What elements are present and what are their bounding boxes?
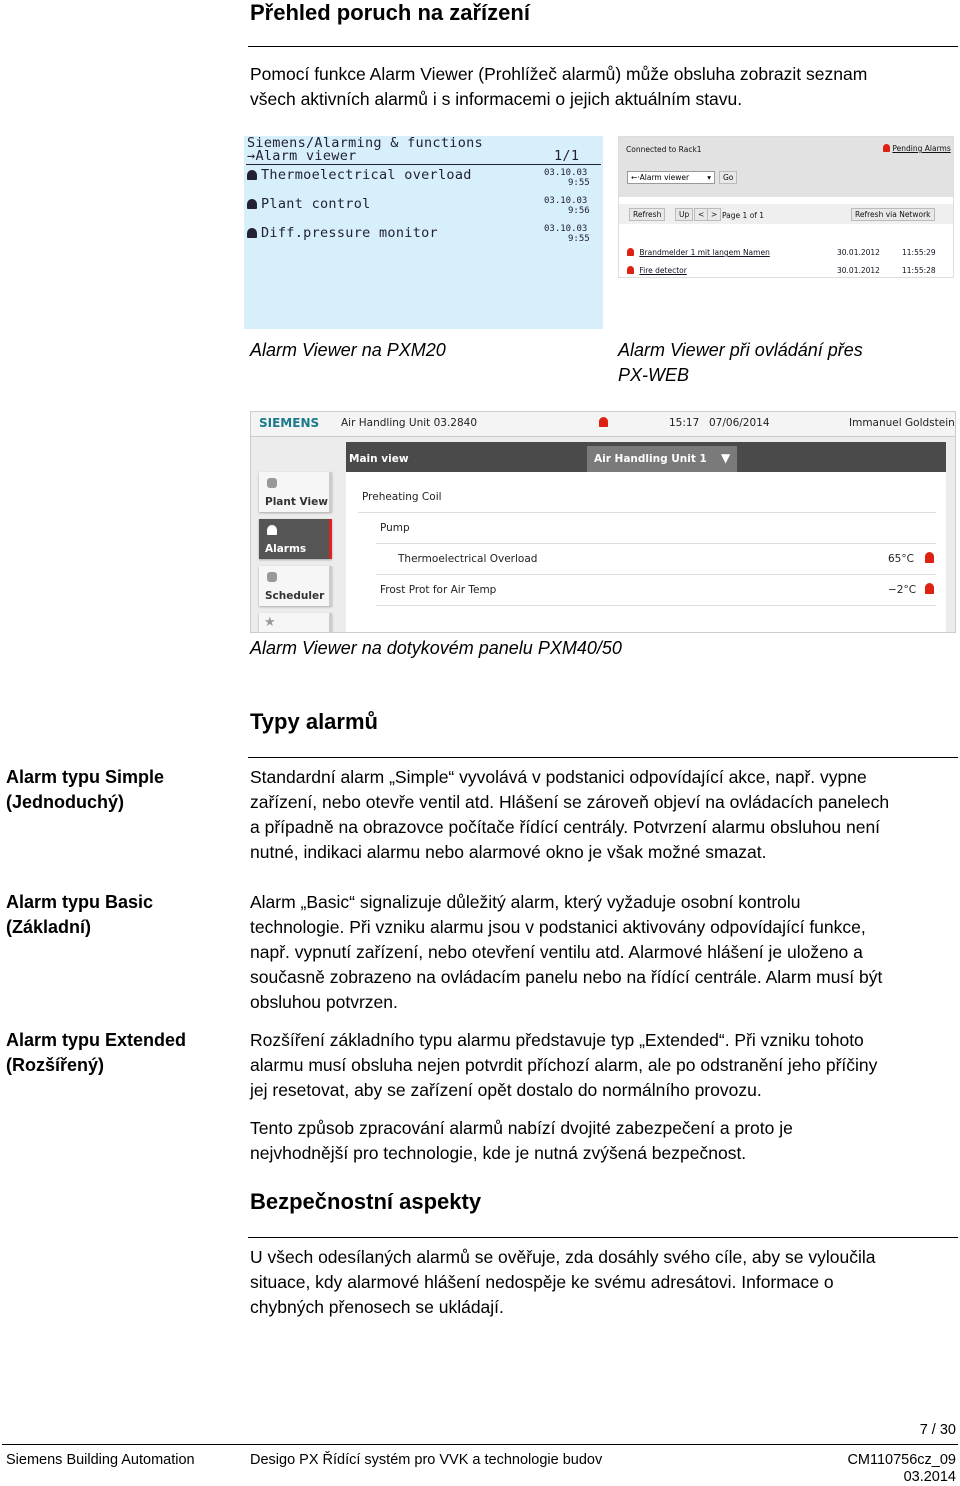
refresh-button[interactable]: Refresh xyxy=(629,208,665,221)
alarm-row[interactable]: Thermoelectrical overload xyxy=(247,167,472,183)
alarms-button[interactable]: Alarms xyxy=(259,519,332,559)
go-button[interactable]: Go xyxy=(719,171,737,184)
bell-icon xyxy=(883,144,890,152)
footer-company: Siemens Building Automation xyxy=(6,1452,195,1468)
alarm-type-label-simple: Alarm typu Simple (Jednoduchý) xyxy=(6,767,165,812)
page-indicator: 1/1 xyxy=(554,148,580,164)
chevron-down-icon: ▾ xyxy=(707,173,711,182)
viewer-line: →Alarm viewer xyxy=(247,148,357,164)
caption-pxm20: Alarm Viewer na PXM20 xyxy=(250,340,446,360)
next-page-button[interactable]: > xyxy=(707,208,721,221)
user-name[interactable]: Immanuel Goldstein xyxy=(849,417,955,429)
prev-page-button[interactable]: < xyxy=(694,208,708,221)
alarm-datetime: 03.10.03 9:55 xyxy=(544,224,590,244)
alarm-bell-icon[interactable] xyxy=(599,417,608,427)
pxweb-screen xyxy=(618,136,954,278)
security-paragraph: U všech odesílaných alarmů se ověřuje, zda dosáhly svého cíle, aby se vyloučila situace, kdy alarmové hlášení nedospěje ke svému adresátovi. Informace o chybných přenosech se ukládají. xyxy=(250,1247,876,1317)
section-title: Přehled poruch na zařízení xyxy=(250,0,530,25)
intro-paragraph: Pomocí funkce Alarm Viewer (Prohlížeč alarmů) může obsluha zobrazit seznam všech aktivních alarmů i s informacemi o jejich aktuálním stavu. xyxy=(250,64,868,109)
nav-bar xyxy=(346,442,946,472)
bell-icon xyxy=(627,266,634,274)
list-row-label[interactable]: Preheating Coil xyxy=(362,491,442,503)
list-row-value: 65°C xyxy=(888,553,914,565)
list-row-label[interactable]: Frost Prot for Air Temp xyxy=(380,584,497,596)
chevron-down-icon: ▼ xyxy=(721,451,731,465)
footer-divider xyxy=(2,1444,958,1445)
alarm-row[interactable]: Brandmelder 1 mit langem Namen 30.01.2012 11:55:29 xyxy=(627,246,949,259)
divider xyxy=(248,1237,958,1238)
plant-view-button[interactable]: Plant View xyxy=(259,472,332,512)
alarm-list xyxy=(346,472,946,633)
list-row-label[interactable]: Thermoelectrical Overload xyxy=(398,553,538,565)
bell-icon xyxy=(267,525,277,535)
alarm-bell-icon[interactable] xyxy=(925,552,934,563)
unit-name: Air Handling Unit 03.2840 xyxy=(341,417,478,429)
tab-unit-dropdown[interactable]: Air Handling Unit 1 ▼ xyxy=(587,446,737,472)
scheduler-button[interactable]: Scheduler xyxy=(259,566,332,606)
siemens-logo: SIEMENS xyxy=(259,416,320,430)
closing-paragraph: Tento způsob zpracování alarmů nabízí dvojité zabezpečení a proto je nejvhodnější pro technologie, kde je nutná zvýšená bezpečnost. xyxy=(250,1118,793,1163)
clock-time: 15:17 xyxy=(669,417,700,429)
footer-doc-title: Desigo PX Řídící systém pro VVK a technologie budov xyxy=(250,1452,603,1468)
alarm-bell-icon[interactable] xyxy=(925,583,934,594)
bell-icon xyxy=(247,199,257,209)
pxm20-screen xyxy=(244,136,603,329)
touch-panel-screen xyxy=(250,411,956,633)
section-title: Bezpečnostní aspekty xyxy=(250,1189,482,1214)
tab-main-view[interactable]: Main view xyxy=(349,453,409,465)
alarm-row[interactable]: Fire detector 30.01.2012 11:55:28 xyxy=(627,264,949,277)
caption-pxweb: Alarm Viewer při ovládání přes PX-WEB xyxy=(618,340,863,385)
refresh-network-button[interactable]: Refresh via Network xyxy=(851,208,935,221)
alarm-type-label-extended: Alarm typu Extended (Rozšířený) xyxy=(6,1030,187,1075)
alarm-datetime: 03.10.03 9:56 xyxy=(544,196,590,216)
clock-icon xyxy=(267,572,277,582)
list-row-value: −2°C xyxy=(888,584,917,596)
alarm-type-text-simple: Standardní alarm „Simple“ vyvolává v podstanici odpovídající akce, např. vypne zařízení, nebo otevře ventil atd. Hlášení se zároveň objeví na ovládacích panelech a případně na obrazovce počítače řídící centrály. Potvrzení alarmu obsluhou není nutné, indikaci alarmu nebo alarmové okno je však možné smazat. xyxy=(250,767,890,862)
plant-icon xyxy=(267,478,277,488)
bell-icon xyxy=(247,228,257,238)
footer-doc-code: CM110756cz_09 xyxy=(847,1452,956,1468)
list-row-label[interactable]: Pump xyxy=(380,522,410,534)
caption-touch: Alarm Viewer na dotykovém panelu PXM40/50 xyxy=(250,638,622,658)
path-line: Siemens/Alarming & functions xyxy=(247,136,483,151)
alarm-type-text-extended: Rozšíření základního typu alarmu představuje typ „Extended“. Při vzniku tohoto alarmu musí obsluha nejen potvrdit příchozí alarm, ale po odstranění jeho příčiny jej resetovat, aby se zařízení opět dostalo do normálního provozu. xyxy=(250,1030,878,1100)
star-icon: ★ xyxy=(264,615,276,630)
bell-icon xyxy=(247,170,257,180)
pending-alarms-link[interactable]: Pending Alarms xyxy=(883,144,951,153)
alarm-datetime: 03.10.03 9:55 xyxy=(544,168,590,188)
up-button[interactable]: Up xyxy=(675,208,693,221)
favorites-button[interactable] xyxy=(259,613,332,633)
alarm-row[interactable]: Diff.pressure monitor xyxy=(247,225,438,241)
connection-status: Connected to Rack1 xyxy=(626,145,702,154)
divider xyxy=(248,757,958,758)
section-title: Typy alarmů xyxy=(250,709,378,734)
view-dropdown[interactable]: ←·Alarm viewer ▾ xyxy=(627,171,715,184)
page-number: 7 / 30 xyxy=(919,1422,956,1438)
alarm-type-text-basic: Alarm „Basic“ signalizuje důležitý alarm, který vyžaduje osobní kontrolu technologie. Při vzniku alarmu jsou v podstanici aktivovány odpovídající funkce, např. vypnutí zařízení, nebo otevření ventilu atd. Alarmové hlášení je uloženo a současně zobrazeno na ovládacím panelu nebo na řídící centrále. Alarm musí být obsluhou potvrzen. xyxy=(250,892,883,1012)
clock-date: 07/06/2014 xyxy=(709,417,770,429)
divider xyxy=(248,46,958,47)
bell-icon xyxy=(627,248,634,256)
footer-doc-date: 03.2014 xyxy=(903,1469,956,1485)
page-indicator: Page 1 of 1 xyxy=(722,211,765,220)
alarm-type-label-basic: Alarm typu Basic (Základní) xyxy=(6,892,154,937)
alarm-row[interactable]: Plant control xyxy=(247,196,371,212)
